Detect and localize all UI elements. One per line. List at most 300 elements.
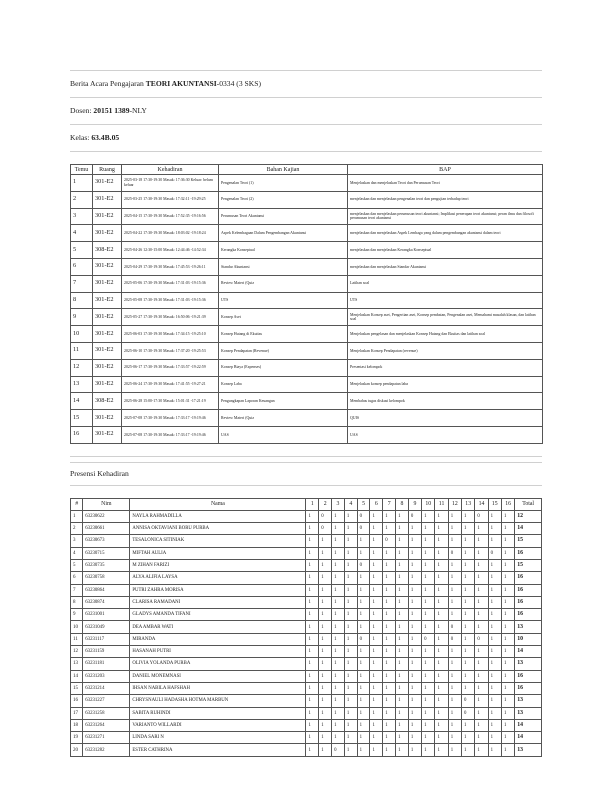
- cell-meeting: 1: [332, 732, 345, 744]
- cell-kehadiran: 2025-06-03 17:30-19:30 Masuk: 17:34:15 -19:25:10: [122, 326, 219, 343]
- cell-meeting: 1: [422, 609, 435, 621]
- presensi-header-cell: 6: [370, 498, 383, 510]
- cell-ruang: 301-E2: [93, 326, 122, 343]
- title-prefix: Berita Acara Pengajaran: [70, 79, 144, 88]
- cell-meeting: 1: [448, 559, 461, 571]
- presensi-header-cell: 7: [383, 498, 396, 510]
- cell-meeting: 1: [501, 609, 514, 621]
- cell-meeting: 1: [448, 732, 461, 744]
- bap-row: [71, 208, 543, 225]
- cell-nim: 63231181: [83, 658, 130, 670]
- cell-temu: 5: [71, 242, 93, 259]
- cell-meeting: 1: [332, 633, 345, 645]
- cell-bap: menjelaskan dan menjelaskan perumusan teori akuntansi; Implikasi penerapan teori akuntansi; peran ilmu dan filosofi perumusan teori akuntansi: [348, 208, 543, 225]
- cell-meeting: 1: [475, 621, 488, 633]
- cell-meeting: 1: [488, 621, 501, 633]
- cell-meeting: 1: [370, 510, 383, 522]
- cell-meeting: 1: [422, 658, 435, 670]
- cell-nim: 63230735: [83, 559, 130, 571]
- cell-meeting: 1: [319, 658, 332, 670]
- cell-meeting: 1: [383, 719, 396, 731]
- cell-meeting: 1: [332, 547, 345, 559]
- cell-meeting: 1: [332, 596, 345, 608]
- presensi-row: [71, 670, 542, 682]
- cell-meeting: 1: [319, 584, 332, 596]
- cell-bahan-kajian: UAS: [219, 426, 348, 443]
- cell-meeting: 1: [435, 510, 448, 522]
- dosen-suffix: -NLY: [129, 106, 147, 115]
- cell-meeting: 1: [408, 547, 421, 559]
- cell-meeting: 1: [357, 572, 370, 584]
- cell-meeting: 1: [332, 609, 345, 621]
- presensi-row: [71, 572, 542, 584]
- cell-meeting: 1: [344, 682, 357, 694]
- cell-meeting: 1: [306, 559, 319, 571]
- presensi-header-cell: 1: [306, 498, 319, 510]
- cell-meeting: 1: [501, 695, 514, 707]
- cell-meeting: 1: [370, 732, 383, 744]
- cell-meeting: 1: [383, 633, 396, 645]
- cell-meeting: 1: [306, 584, 319, 596]
- cell-meeting: 1: [488, 707, 501, 719]
- presensi-header-cell: 4: [344, 498, 357, 510]
- cell-meeting: 1: [462, 670, 475, 682]
- cell-meeting: 1: [344, 559, 357, 571]
- cell-temu: 7: [71, 275, 93, 292]
- cell-ruang: 301-E2: [93, 376, 122, 393]
- cell-nama: NAYLA RAHMADILLA: [130, 510, 306, 522]
- cell-kehadiran: 2025-05-06 17:30-19:30 Masuk: 17:31:03 -19:15:36: [122, 275, 219, 292]
- cell-no: 3: [71, 535, 83, 547]
- cell-meeting: 1: [422, 646, 435, 658]
- cell-kehadiran: 2025-03-25 17:30-19:30 Masuk: 17:32:11 -19:29:25: [122, 191, 219, 208]
- cell-meeting: 1: [435, 584, 448, 596]
- cell-meeting: 1: [435, 559, 448, 571]
- cell-meeting: 1: [488, 744, 501, 756]
- cell-meeting: 1: [501, 584, 514, 596]
- bap-row: [71, 376, 543, 393]
- cell-no: 19: [71, 732, 83, 744]
- cell-no: 4: [71, 547, 83, 559]
- cell-meeting: 1: [422, 596, 435, 608]
- cell-meeting: 1: [488, 719, 501, 731]
- cell-meeting: 1: [332, 658, 345, 670]
- cell-meeting: 1: [488, 510, 501, 522]
- cell-no: 16: [71, 695, 83, 707]
- presensi-header-cell: 8: [396, 498, 409, 510]
- cell-meeting: 1: [383, 744, 396, 756]
- cell-bahan-kajian: Konsep Laba: [219, 376, 348, 393]
- cell-meeting: 1: [501, 535, 514, 547]
- bap-row: [71, 191, 543, 208]
- cell-meeting: 1: [383, 584, 396, 596]
- cell-meeting: 1: [332, 572, 345, 584]
- cell-meeting: 1: [475, 744, 488, 756]
- cell-nama: DEA AMBAR WATI: [130, 621, 306, 633]
- cell-meeting: 1: [319, 670, 332, 682]
- cell-ruang: 301-E2: [93, 208, 122, 225]
- cell-meeting: 1: [475, 682, 488, 694]
- cell-meeting: 1: [370, 744, 383, 756]
- cell-nama: CLARISA RAMADANI: [130, 596, 306, 608]
- cell-meeting: 1: [332, 646, 345, 658]
- presensi-row: [71, 510, 542, 522]
- cell-meeting: 1: [501, 633, 514, 645]
- cell-meeting: 1: [370, 633, 383, 645]
- cell-total: 13: [515, 658, 542, 670]
- cell-meeting: 1: [462, 646, 475, 658]
- presensi-row: [71, 658, 542, 670]
- presensi-header-cell: 11: [435, 498, 448, 510]
- cell-meeting: 1: [448, 719, 461, 731]
- cell-meeting: 1: [306, 547, 319, 559]
- cell-meeting: 0: [319, 510, 332, 522]
- cell-meeting: 1: [408, 646, 421, 658]
- header-bap: BAP: [348, 165, 543, 175]
- cell-meeting: 1: [462, 719, 475, 731]
- cell-meeting: 1: [370, 572, 383, 584]
- cell-meeting: 0: [448, 547, 461, 559]
- presensi-header-cell: #: [71, 498, 83, 510]
- course-code: -0334 (3 SKS): [216, 79, 261, 88]
- cell-meeting: 1: [501, 596, 514, 608]
- cell-bap: Menjelaskan dan menjelaskan Teori dan Perumusan Teori: [348, 175, 543, 192]
- cell-meeting: 1: [462, 523, 475, 535]
- cell-meeting: 1: [435, 535, 448, 547]
- cell-bap: Latihan soal: [348, 275, 543, 292]
- cell-meeting: 1: [488, 682, 501, 694]
- presensi-row: [71, 719, 542, 731]
- cell-meeting: 1: [357, 596, 370, 608]
- cell-bahan-kajian: Standar Akuntansi: [219, 258, 348, 275]
- cell-meeting: 1: [501, 547, 514, 559]
- cell-meeting: 1: [306, 744, 319, 756]
- cell-bap: Presentasi kelompok: [348, 359, 543, 376]
- presensi-row: [71, 596, 542, 608]
- cell-nim: 63231227: [83, 695, 130, 707]
- cell-ruang: 308-E2: [93, 393, 122, 410]
- cell-bap: Membahas tugas diskusi kelompok: [348, 393, 543, 410]
- cell-meeting: 1: [408, 572, 421, 584]
- cell-meeting: 1: [475, 732, 488, 744]
- course-title-line: [70, 71, 542, 97]
- cell-meeting: 0: [332, 744, 345, 756]
- presensi-header-cell: Nim: [83, 498, 130, 510]
- cell-nim: 63230864: [83, 584, 130, 596]
- cell-nama: MIRANDA: [130, 633, 306, 645]
- cell-bahan-kajian: UTS: [219, 292, 348, 309]
- cell-temu: 8: [71, 292, 93, 309]
- cell-meeting: 1: [462, 609, 475, 621]
- cell-meeting: 0: [422, 633, 435, 645]
- cell-bahan-kajian: Pengenalan Teori (2): [219, 191, 348, 208]
- cell-meeting: 1: [357, 621, 370, 633]
- cell-meeting: 0: [462, 695, 475, 707]
- cell-meeting: 1: [306, 682, 319, 694]
- cell-meeting: 1: [435, 719, 448, 731]
- cell-bahan-kajian: Konsep Aset: [219, 309, 348, 326]
- cell-nama: ALYA ALIFIA LAYSA: [130, 572, 306, 584]
- cell-meeting: 1: [319, 572, 332, 584]
- bap-row: [71, 275, 543, 292]
- presensi-header-cell: 3: [332, 498, 345, 510]
- cell-meeting: 1: [344, 646, 357, 658]
- cell-meeting: 1: [422, 535, 435, 547]
- course-name: TEORI AKUNTANSI: [145, 79, 217, 88]
- cell-meeting: 1: [396, 621, 409, 633]
- cell-kehadiran: 2025-06-17 17:30-19:30 Masuk: 17:33:57 -19:22:59: [122, 359, 219, 376]
- cell-meeting: 1: [475, 523, 488, 535]
- cell-meeting: 1: [319, 609, 332, 621]
- cell-ruang: 301-E2: [93, 191, 122, 208]
- cell-meeting: 1: [396, 547, 409, 559]
- cell-meeting: 1: [448, 707, 461, 719]
- cell-nim: 63230622: [83, 510, 130, 522]
- cell-ruang: 301-E2: [93, 225, 122, 242]
- cell-meeting: 1: [488, 609, 501, 621]
- cell-meeting: 1: [396, 535, 409, 547]
- header-ruang: Ruang: [93, 165, 122, 175]
- cell-meeting: 1: [370, 658, 383, 670]
- cell-meeting: 1: [488, 646, 501, 658]
- cell-total: 13: [515, 744, 542, 756]
- cell-no: 5: [71, 559, 83, 571]
- cell-no: 1: [71, 510, 83, 522]
- cell-meeting: 1: [319, 559, 332, 571]
- dosen-code: 20151 1389: [93, 106, 130, 115]
- cell-meeting: 1: [475, 646, 488, 658]
- document-page: [70, 70, 542, 757]
- cell-meeting: 1: [448, 523, 461, 535]
- cell-meeting: 1: [383, 658, 396, 670]
- cell-bap: menjelaskan dan menjelaskan pengenalan teori dan pengujian terhadap teori: [348, 191, 543, 208]
- presensi-header-cell: Nama: [130, 498, 306, 510]
- cell-meeting: 1: [408, 609, 421, 621]
- cell-kehadiran: 2025-04-29 17:30-19:30 Masuk: 17:45:53 -19:26:11: [122, 258, 219, 275]
- cell-meeting: 1: [306, 670, 319, 682]
- cell-nama: LINDA SARI N: [130, 732, 306, 744]
- cell-nama: CHRYSNAULI HADASHA HOTMA MARBUN: [130, 695, 306, 707]
- cell-nim: 63230673: [83, 535, 130, 547]
- cell-meeting: 1: [332, 584, 345, 596]
- cell-meeting: 1: [383, 572, 396, 584]
- cell-nim: 63231264: [83, 719, 130, 731]
- cell-ruang: 301-E2: [93, 258, 122, 275]
- cell-meeting: 0: [357, 633, 370, 645]
- presensi-header-row: [71, 498, 542, 510]
- cell-meeting: 1: [357, 609, 370, 621]
- cell-bahan-kajian: Review Materi (Quiz: [219, 410, 348, 427]
- cell-meeting: 1: [462, 732, 475, 744]
- cell-meeting: 1: [396, 670, 409, 682]
- cell-meeting: 1: [422, 547, 435, 559]
- kelas-label: Kelas:: [70, 133, 90, 142]
- cell-meeting: 0: [488, 547, 501, 559]
- cell-total: 10: [515, 633, 542, 645]
- cell-meeting: 1: [332, 621, 345, 633]
- bap-row: [71, 242, 543, 259]
- cell-total: 16: [515, 584, 542, 596]
- cell-ruang: 301-E2: [93, 342, 122, 359]
- cell-meeting: 1: [435, 596, 448, 608]
- cell-nim: 63230874: [83, 596, 130, 608]
- cell-meeting: 1: [448, 682, 461, 694]
- cell-meeting: 1: [332, 510, 345, 522]
- cell-meeting: 1: [344, 670, 357, 682]
- header-bahan-kajian: Bahan Kajian: [219, 165, 348, 175]
- cell-bahan-kajian: Pengenalan Teori (1): [219, 175, 348, 192]
- cell-meeting: 1: [408, 633, 421, 645]
- cell-meeting: 1: [344, 732, 357, 744]
- cell-nim: 63231049: [83, 621, 130, 633]
- cell-meeting: 1: [306, 633, 319, 645]
- cell-bap: Menjelaskan Konsep aset, Pengertian aset, Konsep pembatan, Pengenalan aset, Memahami masalah klasan, dan latihan soal: [348, 309, 543, 326]
- cell-temu: 6: [71, 258, 93, 275]
- cell-no: 15: [71, 682, 83, 694]
- cell-meeting: 1: [462, 658, 475, 670]
- cell-meeting: 1: [448, 646, 461, 658]
- cell-meeting: 1: [332, 707, 345, 719]
- cell-meeting: 1: [344, 744, 357, 756]
- cell-meeting: 1: [422, 621, 435, 633]
- cell-meeting: 1: [435, 682, 448, 694]
- cell-meeting: 1: [435, 633, 448, 645]
- cell-meeting: 1: [332, 559, 345, 571]
- cell-meeting: 1: [383, 621, 396, 633]
- cell-meeting: 1: [488, 633, 501, 645]
- cell-meeting: 1: [383, 559, 396, 571]
- cell-no: 8: [71, 596, 83, 608]
- cell-meeting: 1: [357, 535, 370, 547]
- cell-meeting: 1: [306, 695, 319, 707]
- cell-meeting: 1: [501, 646, 514, 658]
- cell-meeting: 1: [370, 695, 383, 707]
- cell-kehadiran: 2025-03-18 17:30-19:30 Masuk: 17:36:30 Keluar: belum keluar: [122, 175, 219, 192]
- cell-meeting: 1: [383, 732, 396, 744]
- presensi-header-cell: 15: [488, 498, 501, 510]
- cell-kehadiran: 2025-06-10 17:30-19:30 Masuk: 17:37:20 -19:25:53: [122, 342, 219, 359]
- cell-meeting: 1: [357, 707, 370, 719]
- cell-meeting: 1: [319, 621, 332, 633]
- cell-meeting: 1: [435, 732, 448, 744]
- cell-meeting: 1: [408, 744, 421, 756]
- cell-bahan-kajian: Kerangka Konseptual: [219, 242, 348, 259]
- cell-meeting: 1: [344, 719, 357, 731]
- cell-total: 16: [515, 682, 542, 694]
- cell-meeting: 1: [462, 572, 475, 584]
- cell-meeting: 1: [475, 572, 488, 584]
- cell-meeting: 1: [435, 609, 448, 621]
- cell-meeting: 1: [501, 621, 514, 633]
- cell-nim: 63231258: [83, 707, 130, 719]
- cell-ruang: 301-E2: [93, 292, 122, 309]
- cell-nim: 63230758: [83, 572, 130, 584]
- cell-meeting: 1: [422, 559, 435, 571]
- cell-total: 12: [515, 510, 542, 522]
- cell-nim: 63231159: [83, 646, 130, 658]
- dosen-label: Dosen:: [70, 106, 92, 115]
- cell-meeting: 1: [306, 596, 319, 608]
- presensi-row: [71, 621, 542, 633]
- cell-bahan-kajian: Konsep Biaya (Expenses): [219, 359, 348, 376]
- cell-meeting: 1: [396, 682, 409, 694]
- bap-row: [71, 292, 543, 309]
- cell-meeting: 1: [370, 670, 383, 682]
- cell-meeting: 1: [448, 510, 461, 522]
- cell-meeting: 1: [435, 695, 448, 707]
- cell-bahan-kajian: Aspek Kelembagaan Dalam Pengembangan Akuntansi: [219, 225, 348, 242]
- divider: [70, 151, 542, 152]
- presensi-row: [71, 732, 542, 744]
- cell-meeting: 1: [319, 547, 332, 559]
- cell-meeting: 1: [306, 719, 319, 731]
- cell-meeting: 1: [408, 523, 421, 535]
- cell-kehadiran: 2025-06-24 17:30-19:30 Masuk: 17:41:55 -19:27:21: [122, 376, 219, 393]
- cell-meeting: 1: [396, 695, 409, 707]
- cell-nim: 63231203: [83, 670, 130, 682]
- presensi-row: [71, 559, 542, 571]
- cell-no: 12: [71, 646, 83, 658]
- cell-no: 7: [71, 584, 83, 596]
- cell-meeting: 1: [319, 719, 332, 731]
- cell-meeting: 1: [448, 596, 461, 608]
- cell-nama: SABITA RUHINDI: [130, 707, 306, 719]
- cell-meeting: 1: [475, 535, 488, 547]
- presensi-row: [71, 633, 542, 645]
- cell-no: 17: [71, 707, 83, 719]
- cell-meeting: 0: [357, 523, 370, 535]
- cell-meeting: 1: [344, 609, 357, 621]
- cell-ruang: 301-E2: [93, 275, 122, 292]
- bap-header-row: [71, 165, 543, 175]
- cell-no: 11: [71, 633, 83, 645]
- bap-row: [71, 175, 543, 192]
- cell-meeting: 1: [501, 670, 514, 682]
- cell-meeting: 1: [488, 658, 501, 670]
- cell-meeting: 1: [488, 572, 501, 584]
- cell-meeting: 1: [332, 682, 345, 694]
- cell-meeting: 1: [475, 584, 488, 596]
- cell-meeting: 1: [448, 584, 461, 596]
- cell-meeting: 1: [319, 732, 332, 744]
- cell-kehadiran: 2025-05-08 17:30-19:30 Masuk: 17:31:03 -19:15:36: [122, 292, 219, 309]
- presensi-header-cell: 5: [357, 498, 370, 510]
- cell-meeting: 0: [475, 633, 488, 645]
- cell-meeting: 1: [357, 646, 370, 658]
- cell-meeting: 1: [448, 695, 461, 707]
- cell-meeting: 1: [357, 670, 370, 682]
- cell-meeting: 1: [332, 719, 345, 731]
- cell-meeting: 1: [475, 658, 488, 670]
- cell-temu: 1: [71, 175, 93, 192]
- cell-meeting: 1: [396, 596, 409, 608]
- cell-nama: VARIANTO WILLARDI: [130, 719, 306, 731]
- cell-meeting: 1: [501, 744, 514, 756]
- cell-total: 15: [515, 535, 542, 547]
- cell-meeting: 1: [408, 707, 421, 719]
- presensi-header-cell: 2: [319, 498, 332, 510]
- cell-meeting: 1: [332, 535, 345, 547]
- cell-meeting: 0: [357, 559, 370, 571]
- cell-temu: 12: [71, 359, 93, 376]
- cell-meeting: 1: [448, 744, 461, 756]
- cell-no: 20: [71, 744, 83, 756]
- cell-meeting: 1: [370, 535, 383, 547]
- cell-bap: Menjelaskan Konsep Pendapatan (revenue): [348, 342, 543, 359]
- cell-meeting: 1: [357, 584, 370, 596]
- cell-meeting: 1: [306, 523, 319, 535]
- cell-bahan-kajian: Konsep Pendapatan (Revenue): [219, 342, 348, 359]
